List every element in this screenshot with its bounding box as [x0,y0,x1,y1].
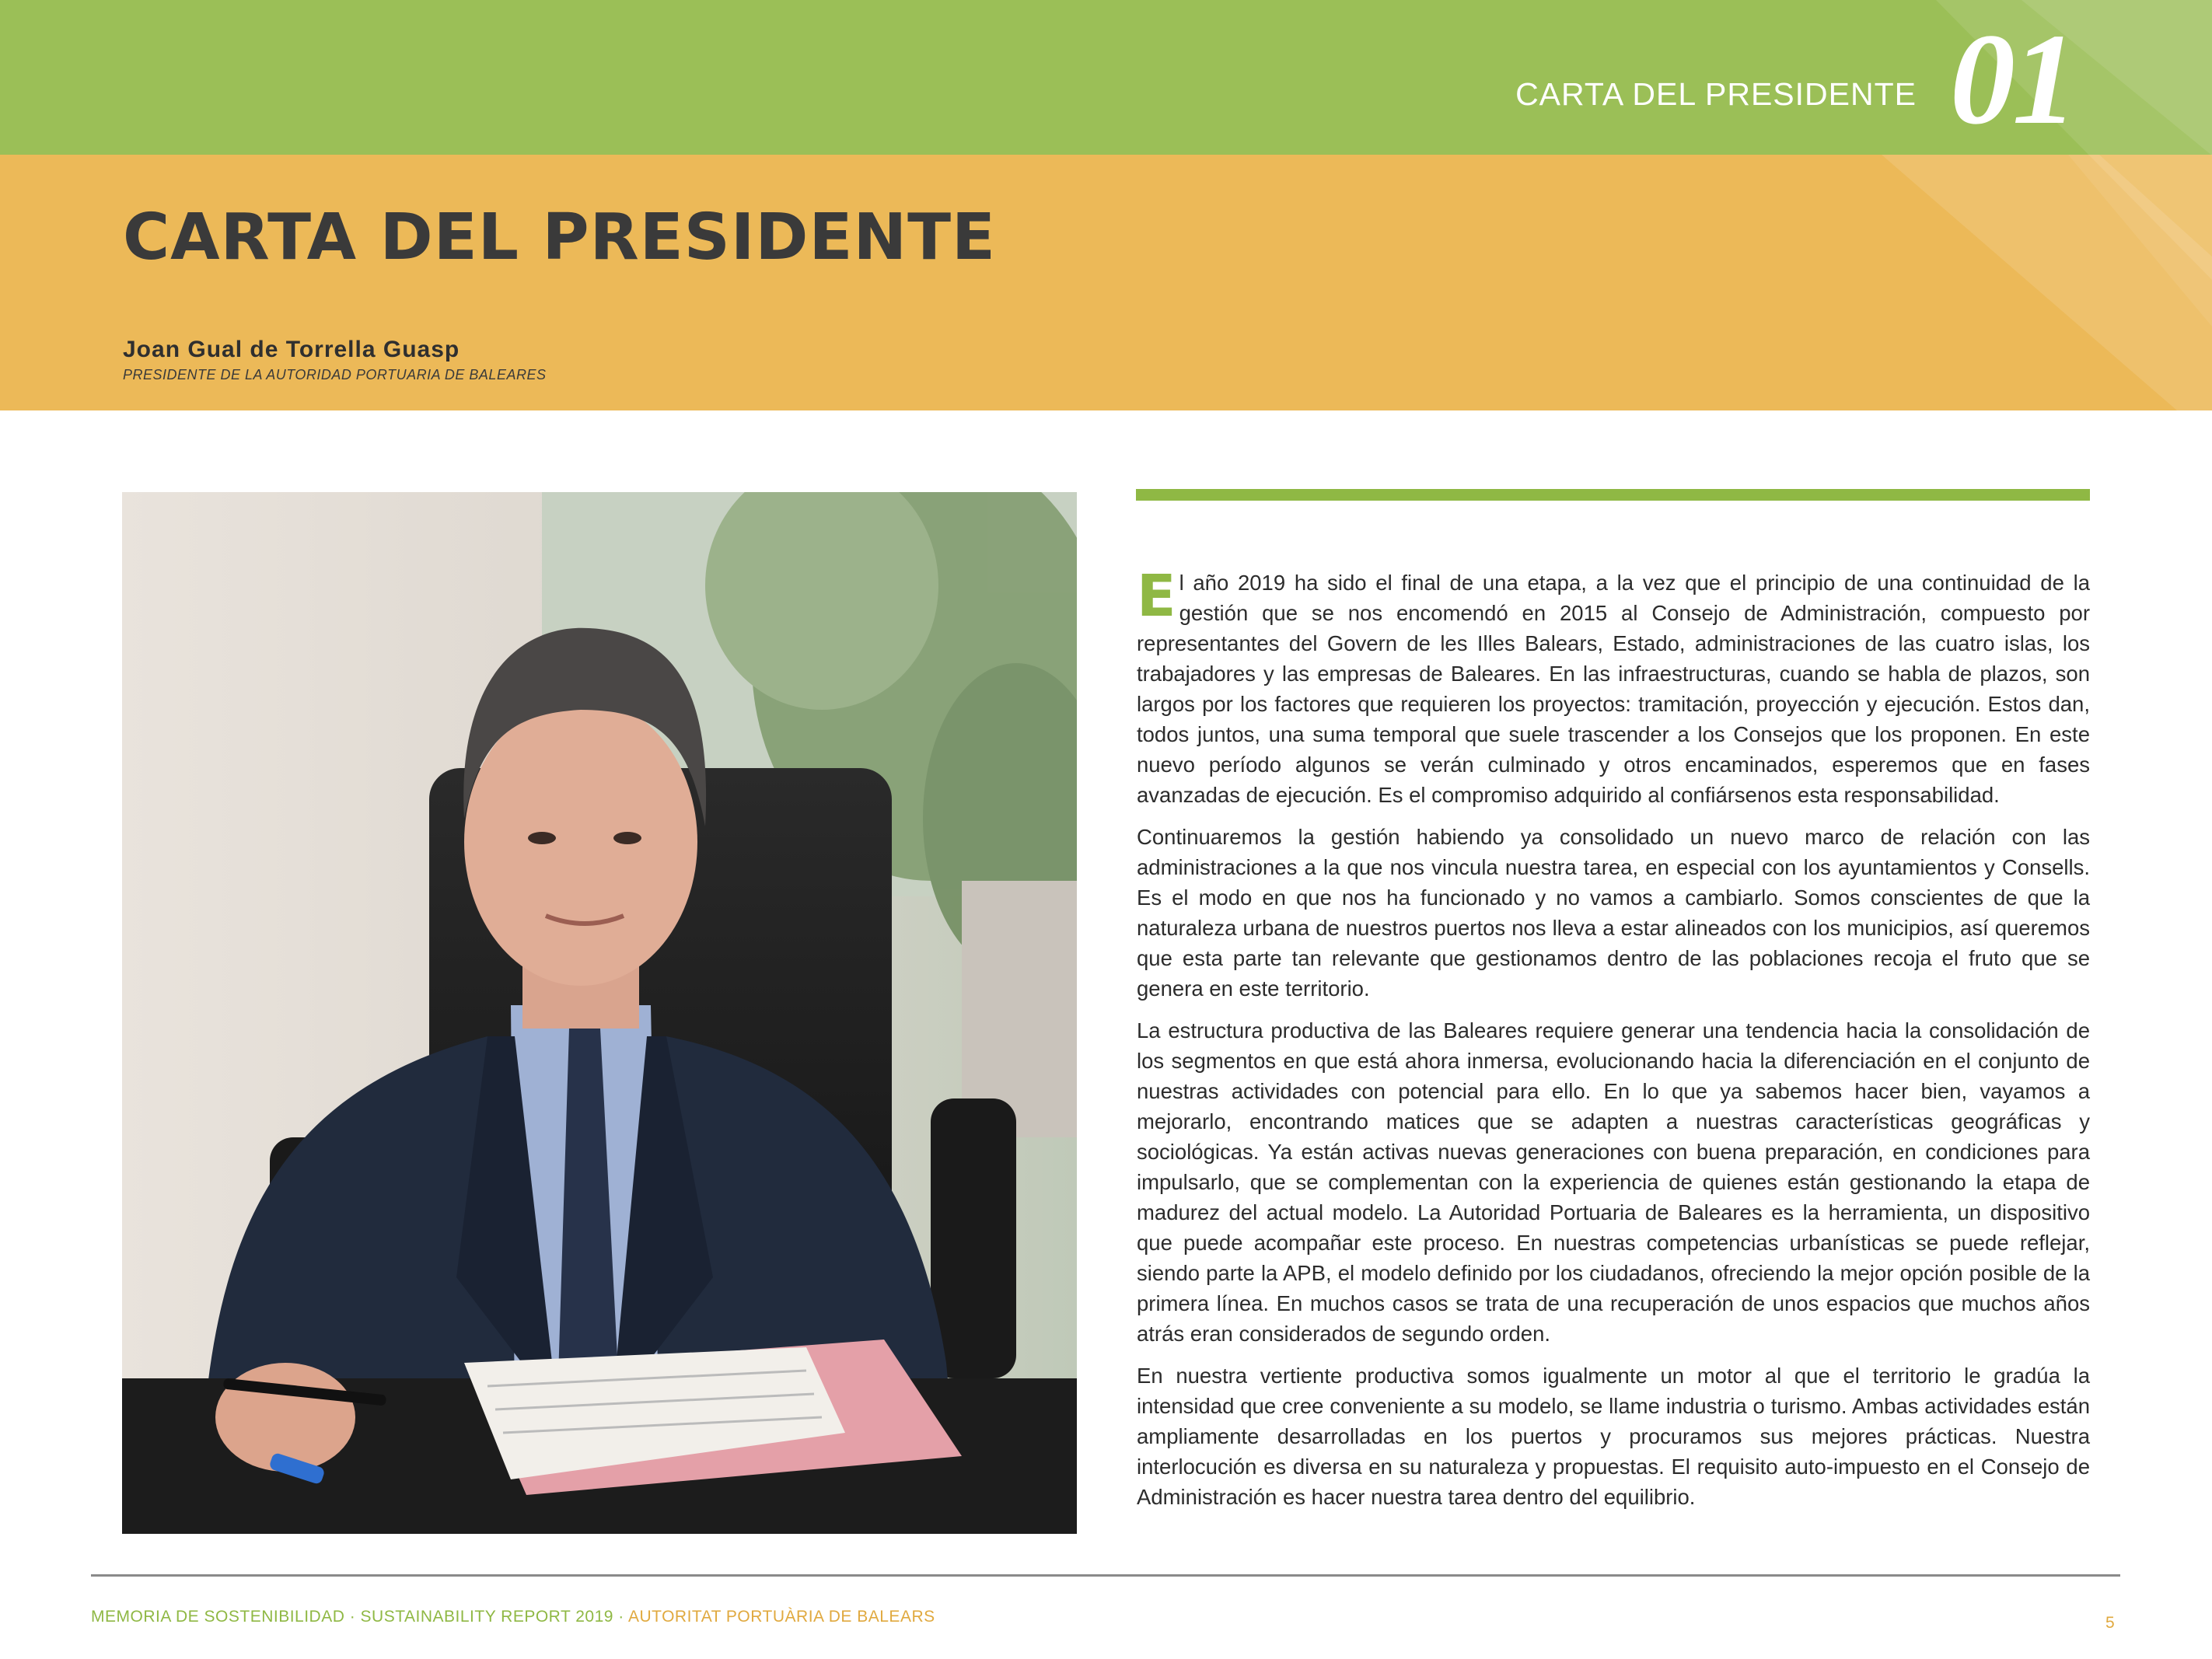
letter-paragraph-1-text: l año 2019 ha sido el final de una etapa, a la vez que el principio de una continuidad de la gestión que se nos encomendó en 2015 al Consejo de Administración, compuesto por representantes del Govern de les Illes Balears, Estado, administraciones de las cuatro islas, los trabajadores y las empresas de Baleares. En las infraestructuras, cuando se habla de plazos, son largos por los factores que requieren los proyectos: tramitación, proyección y ejecución. Estos dan, todos juntos, una suma temporal que suele trascender a los Consejos que los proponen. En este nuevo período algunos se verán culminado y otros encaminados, esperemos que en fases avanzadas de ejecución. Es el compromiso adquirido al confiársenos esta responsabilidad. [1137,571,2090,807]
letter-paragraph-1 [1137,563,2090,810]
letter-paragraph-4: En nuestra vertiente productiva somos igualmente un motor al que el territorio le gradúa la intensidad que cree conveniente a su modelo, se llame industria o turismo. Ambas actividades están ampliamente desarrolladas en los puertos y procuramos sus mejores prácticas. Nuestra interlocución es diversa en su naturaleza y propuestas. El requisito auto-impuesto en el Consejo de Administración es hacer nuestra tarea dentro del equilibrio. [1137,1364,2090,1509]
footer-organization: AUTORITAT PORTUÀRIA DE BALEARS [627,1608,935,1626]
page-number: 5 [2105,1614,2115,1632]
page-title: CARTA DEL PRESIDENTE [123,201,997,274]
author-role: PRESIDENTE DE LA AUTORIDAD PORTUARIA DE BALEARES [123,367,547,382]
accent-rule [1136,489,2090,501]
letter-paragraph-3: La estructura productiva de las Baleares requiere generar una tendencia hacia la consolidación de los segmentos en que está ahora inmersa, evolucionando hacia la diferenciación en el conjunto de nuestras actividades con potencial para ello. En lo que ya sabemos hacer bien, vayamos a mejorarlo, encontrando matices que se adapten a nuestras características geográficas y sociológicas. Ya están activas nuevas generaciones con buena preparación, en condiciones para impulsarlo, que se complementan con la experiencia de quienes están gestionando la etapa de madurez del actual modelo. La Autoridad Portuaria de Baleares es la herramienta, un dispositivo que puede acompañar este proceso. En nuestras competencias urbanísticas se puede reflejar, siendo parte la APB, el modelo definido por los ciudadanos, ofreciendo la mejor opción posible de la primera línea. En muchos casos se trata de una recuperación de unos espacios que muchos años atrás eran considerados de segundo orden. [1137,1018,2090,1346]
portrait-photo-icon [122,492,1077,1534]
footer-text [91,1608,935,1626]
footer-rule [91,1574,2120,1577]
letter-body [1137,563,2090,1524]
drop-cap: E [1137,563,1176,630]
president-portrait-photo [122,492,1077,1534]
author-name: Joan Gual de Torrella Guasp [123,337,460,362]
footer-report-title: MEMORIA DE SOSTENIBILIDAD · SUSTAINABILITY REPORT 2019 · [91,1608,628,1626]
letter-paragraph-2: Continuaremos la gestión habiendo ya consolidado un nuevo marco de relación con las administraciones a la que nos vincula nuestra tarea, en especial con los ayuntamientos y Consells. Es el modo en que nos ha funcionado y no vamos a cambiarlo. Somos conscientes de que la naturaleza urbana de nuestros puertos nos lleva a estar alineados con los municipios, así queremos que esta parte tan relevante que gestionamos dentro de las poblaciones recoja el fruto que se genera en este territorio. [1137,825,2090,1001]
section-number: 01 [1950,7,2074,152]
section-label: CARTA DEL PRESIDENTE [1515,76,1917,112]
